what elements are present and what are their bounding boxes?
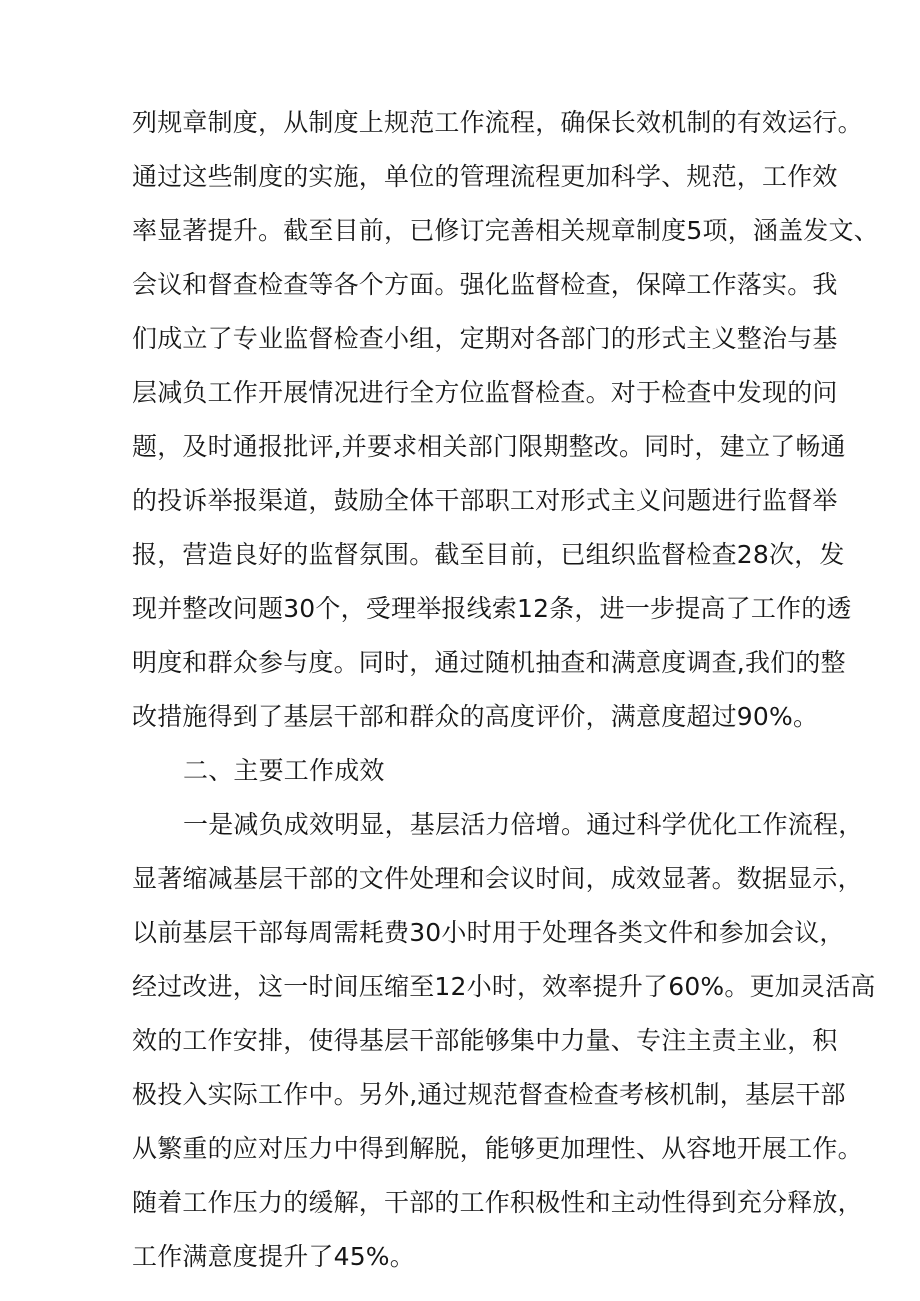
body-line: 工作满意度提升了45%。 <box>132 1242 415 1271</box>
body-line: 们成立了专业监督检查小组，定期对各部门的形式主义整治与基 <box>132 324 838 353</box>
body-line: 列规章制度，从制度上规范工作流程，确保长效机制的有效运行。 <box>132 108 863 137</box>
body-line: 明度和群众参与度。同时，通过随机抽查和满意度调查,我们的整 <box>132 648 846 677</box>
paragraph-first-line: 一是减负成效明显，基层活力倍增。通过科学优化工作流程， <box>183 810 864 839</box>
body-line: 现并整改问题30个，受理举报线索12条，进一步提高了工作的透 <box>132 594 852 623</box>
body-line: 从繁重的应对压力中得到解脱，能够更加理性、从容地开展工作。 <box>132 1134 863 1163</box>
body-line: 通过这些制度的实施，单位的管理流程更加科学、规范，工作效 <box>132 162 838 191</box>
body-line: 极投入实际工作中。另外,通过规范督查检查考核机制，基层干部 <box>132 1080 846 1109</box>
body-line: 的投诉举报渠道，鼓励全体干部职工对形式主义问题进行监督举 <box>132 486 838 515</box>
body-line: 会议和督查检查等各个方面。强化监督检查，保障工作落实。我 <box>132 270 838 299</box>
body-line: 显著缩减基层干部的文件处理和会议时间，成效显著。数据显示， <box>132 864 863 893</box>
body-line: 经过改进，这一时间压缩至12小时，效率提升了60%。更加灵活高 <box>132 972 876 1001</box>
body-line: 层减负工作开展情况进行全方位监督检查。对于检查中发现的问 <box>132 378 838 407</box>
body-line: 题，及时通报批评,并要求相关部门限期整改。同时，建立了畅通 <box>132 432 846 461</box>
body-line: 率显著提升。截至目前，已修订完善相关规章制度5项，涵盖发文、 <box>132 216 879 245</box>
section-heading: 二、主要工作成效 <box>183 756 385 785</box>
body-line: 以前基层干部每周需耗费30小时用于处理各类文件和参加会议， <box>132 918 845 947</box>
body-line: 效的工作安排，使得基层干部能够集中力量、专注主责主业，积 <box>132 1026 838 1055</box>
body-line: 报，营造良好的监督氛围。截至目前，已组织监督检查28次，发 <box>132 540 845 569</box>
body-line: 随着工作压力的缓解，干部的工作积极性和主动性得到充分释放， <box>132 1188 863 1217</box>
body-line: 改措施得到了基层干部和群众的高度评价，满意度超过90%。 <box>132 702 819 731</box>
